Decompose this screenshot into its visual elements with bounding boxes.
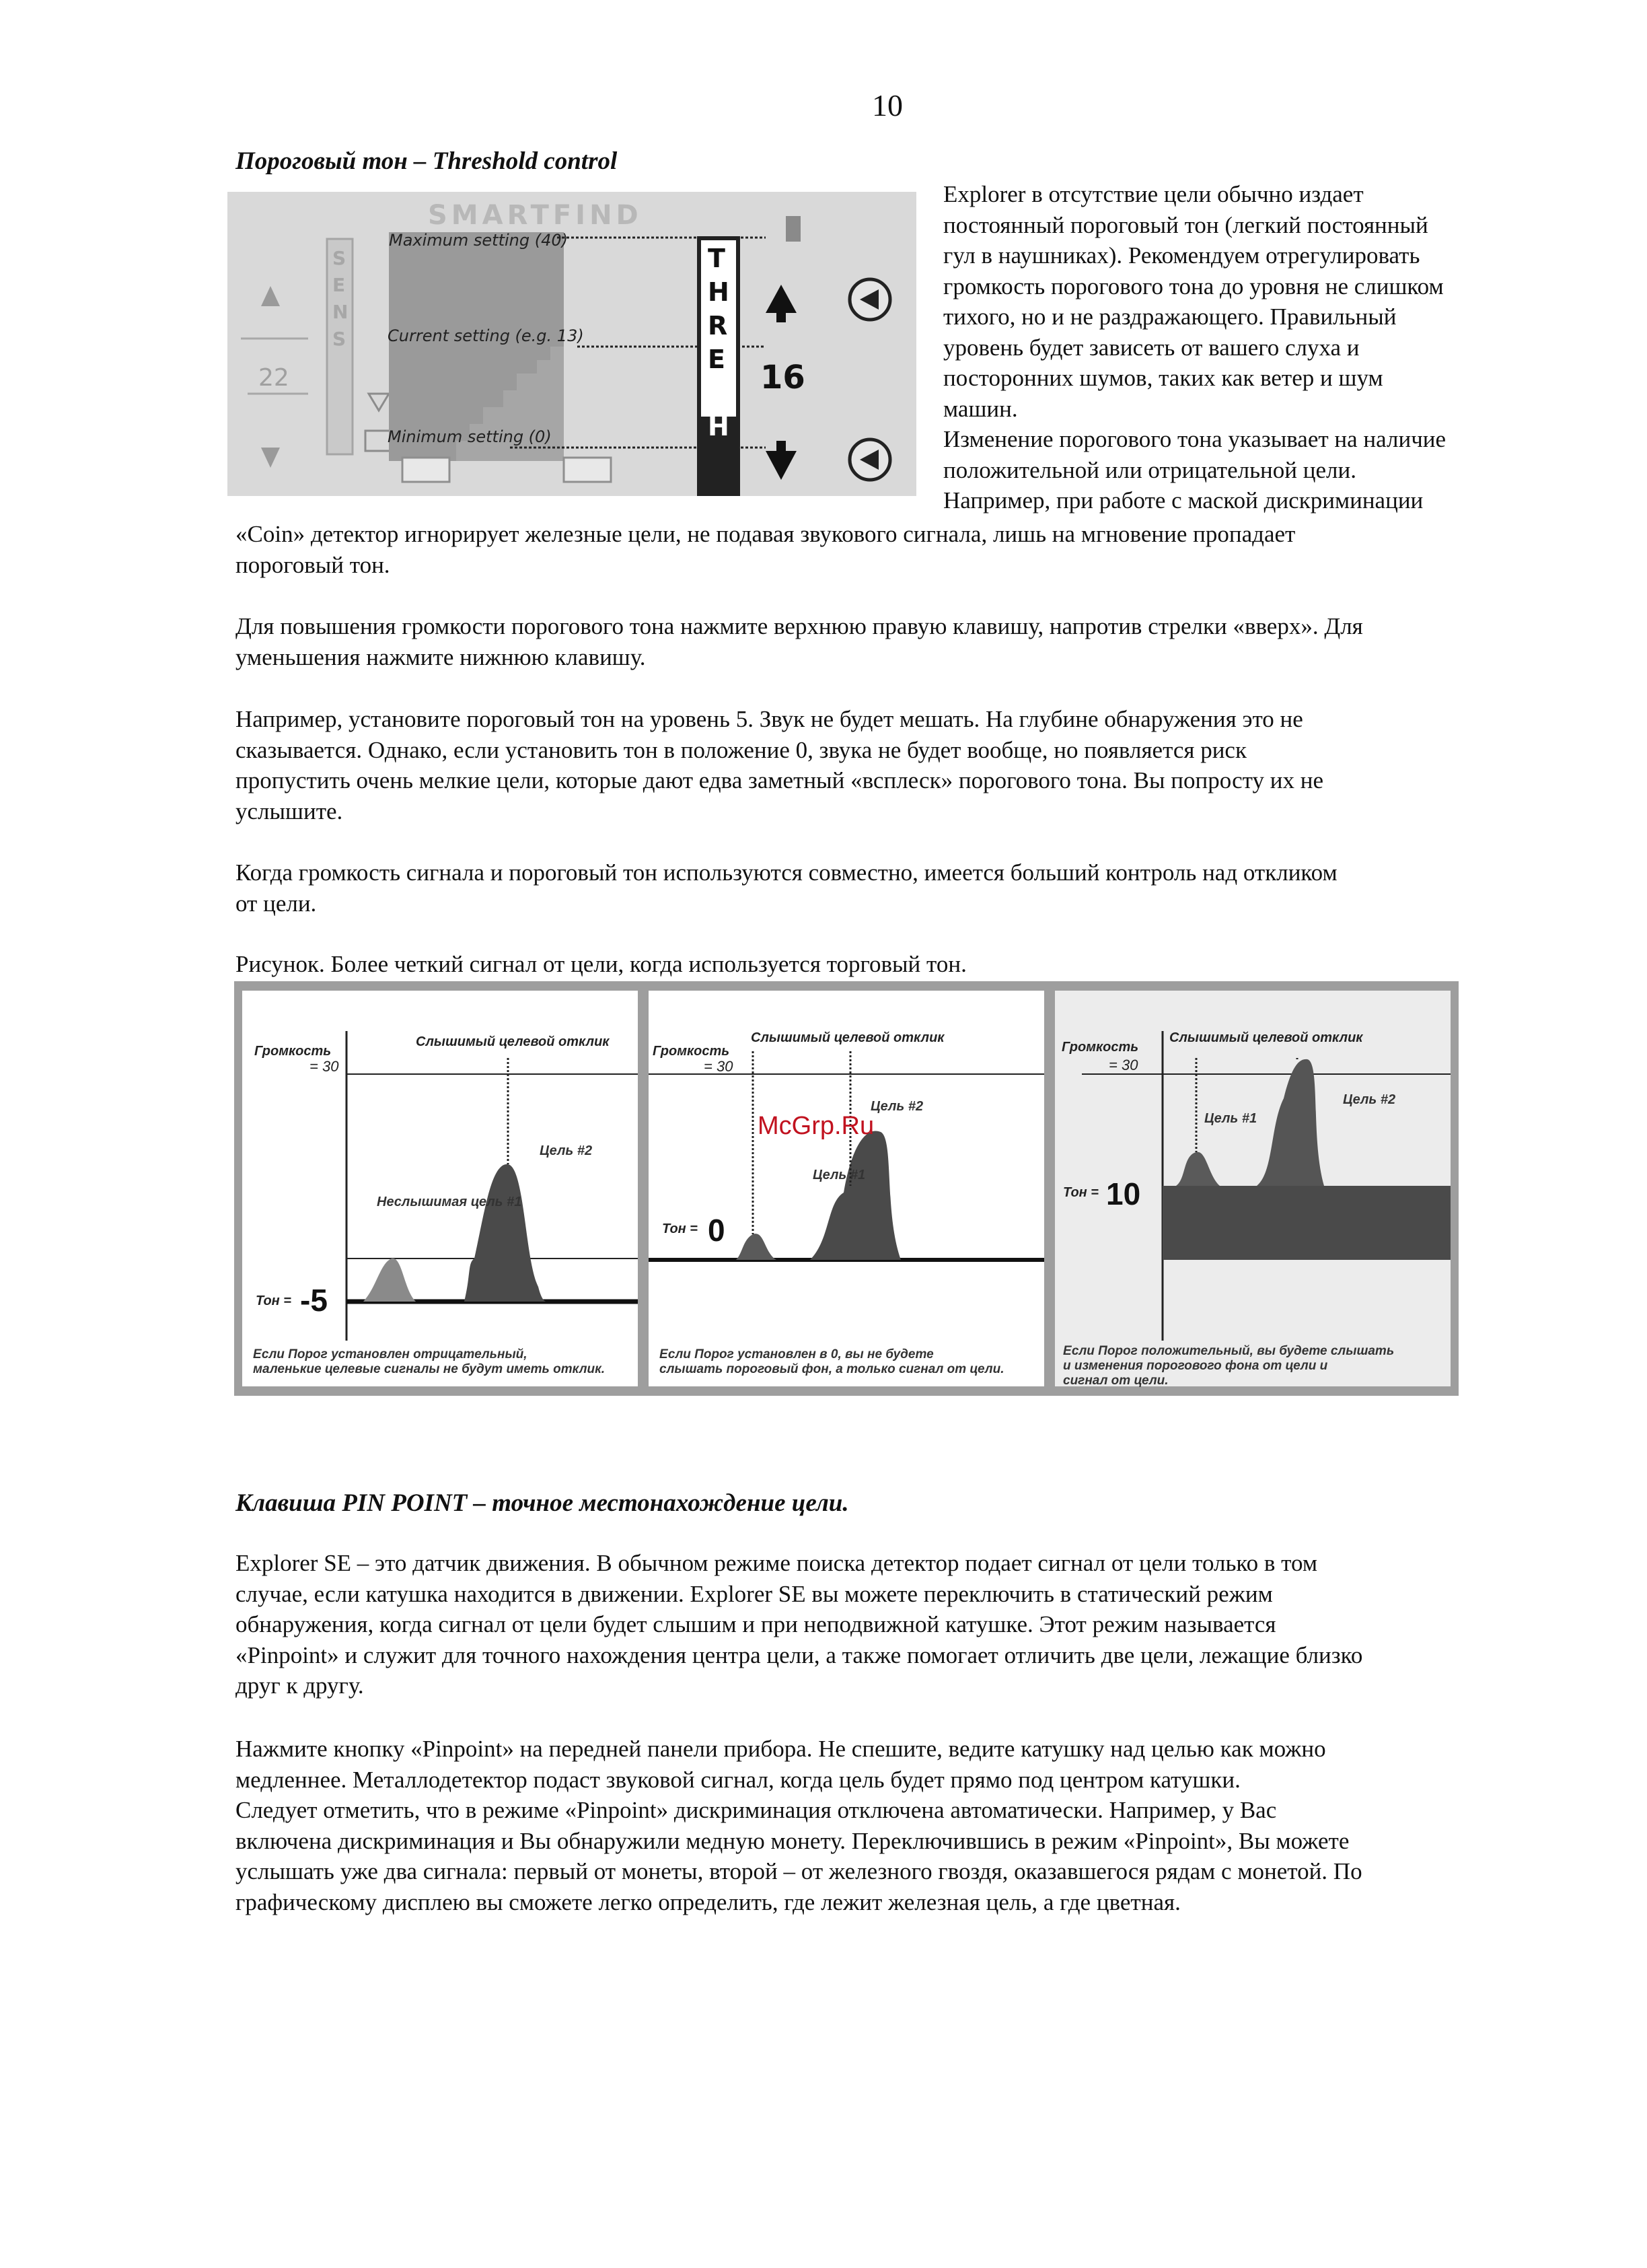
- small-triangle-icon: [369, 394, 389, 411]
- volume-value: = 30: [704, 1058, 733, 1075]
- sens-down-arrow-icon: [261, 448, 280, 468]
- volume-label: Громкость: [1062, 1040, 1139, 1055]
- min-setting-label: Minimum setting (0): [388, 427, 552, 446]
- threshold-background-area: [1163, 1186, 1451, 1260]
- target1-peak: [363, 1259, 416, 1302]
- tone-label: Тон =: [256, 1294, 291, 1308]
- volume-value: = 30: [309, 1058, 339, 1075]
- threshold-figure: [234, 981, 1459, 1396]
- target2-label: Цель #2: [540, 1143, 593, 1158]
- sens-letter: S: [332, 328, 346, 350]
- target2-peak: [464, 1164, 546, 1302]
- section-heading-threshold: Пороговый тон – Threshold control: [235, 147, 618, 175]
- volume-label: Громкость: [653, 1044, 730, 1059]
- tone-value: 0: [708, 1213, 725, 1248]
- tone-label: Тон =: [1063, 1185, 1099, 1200]
- watermark: McGrp.Ru: [758, 1112, 875, 1140]
- sens-letter: E: [332, 274, 346, 296]
- target1-label: Цель #1: [813, 1168, 866, 1182]
- heard-label: Слышимый целевой отклик: [751, 1030, 945, 1045]
- figure-caption: Рисунок. Более четкий сигнал от цели, когда используется торговый тон.: [235, 951, 967, 977]
- battery-icon: [786, 216, 801, 242]
- figure-panel-positive: [1055, 991, 1451, 1386]
- thresh-letter: E: [708, 345, 725, 374]
- target2-label: Цель #2: [871, 1099, 924, 1114]
- pinpoint-paragraph-2: Нажмите кнопку «Pinpoint» на передней панели прибора. Не спешите, ведите катушку над целью как можно медленнее. Металлодетектор подаст звуковой сигнал, когда цель будет прямо под центром катушки. Следует отметить, что в режиме «Pinpoint» дискриминация отключена автоматически. Например, у Вас включена дискриминация и Вы обнаружили медную монету. Переключившись в режим «Pinpoint», Вы можете услышать уже два сигнала: первый от монеты, второй – от железного гвоздя, оказавшегося рядам с монетой. По графическому дисплею вы сможете легко определить, где лежит железная цель, а где цветная.: [235, 1736, 1362, 1915]
- paragraph-example: Например, установите пороговый тон на уровень 5. Звук не будет мешать. На глубине обнаружения это не сказывается. Однако, если установить тон в положение 0, звука не будет вообще, но появляется риск пропустить очень мелкие цели, которые дают едва заметный «всплеск» порогового тона. Вы попросту их не услышите.: [235, 706, 1323, 824]
- page-number: 10: [872, 88, 903, 122]
- target1-label: Неслышимая цель #1: [377, 1195, 522, 1209]
- thresh-up-arrow-icon: [766, 285, 797, 313]
- threshold-display-illustration: [227, 192, 916, 496]
- sens-value: 22: [258, 364, 289, 392]
- thresh-letter: R: [708, 311, 728, 341]
- panel-note: Если Порог положительный, вы будете слышать и изменения порогового фона от цели и сигнал от цели.: [1063, 1344, 1395, 1388]
- brand-label: SMARTFIND: [428, 200, 643, 231]
- target2-label: Цель #2: [1343, 1092, 1396, 1107]
- current-setting-label: Current setting (e.g. 13): [388, 326, 584, 345]
- sens-letter: S: [332, 247, 346, 269]
- pinpoint-paragraph-1: Explorer SE – это датчик движения. В обычном режиме поиска детектор подает сигнал от цели только в том случае, если катушка находится в движении. Explorer SE вы можете переключить в статический режим обнаружения, когда сигнал от цели будет слышим и при неподвижной катушке. Этот режим называется «Pinpoint» и служит для точного нахождения центра цели, а также помогает отличить две цели, лежащие близко друг к другу.: [235, 1550, 1363, 1699]
- volume-value: = 30: [1109, 1057, 1138, 1073]
- max-setting-label: Maximum setting (40): [389, 231, 568, 250]
- sens-letter: N: [332, 301, 349, 323]
- tone-label: Тон =: [662, 1221, 698, 1236]
- figure-panel-negative: [242, 991, 638, 1386]
- panel-note: Если Порог установлен отрицательный, маленькие целевые сигналы не будут иметь отклик.: [253, 1347, 606, 1376]
- target1-peak: [736, 1234, 776, 1260]
- thresh-value: 16: [760, 359, 805, 396]
- thresh-letter: H: [708, 412, 729, 441]
- panel-note: Если Порог установлен в 0, вы не будете слышать пороговый фон, а только сигнал от цели.: [659, 1347, 1004, 1376]
- threshold-display-panel: [227, 192, 916, 496]
- sens-up-arrow-icon: [261, 286, 280, 306]
- target1-label: Цель #1: [1204, 1111, 1257, 1126]
- heard-label: Слышимый целевой отклик: [1169, 1030, 1363, 1045]
- threshold-continuation-text: «Coin» детектор игнорирует железные цели, не подавая звукового сигнала, лишь на мгновение пропадает пороговый тон.: [235, 521, 1296, 578]
- volume-label: Громкость: [254, 1044, 332, 1059]
- threshold-intro-text: Explorer в отсутствие цели обычно издает постоянный пороговый тон (легкий постоянный гул в наушниках). Рекомендуем отрегулировать громкость порогового тона до уровня не слишком тихого, но и не раздражающего. Правильный уровень будет зависеть от вашего слуха и посторонних шумов, таких как ветер и шум машин. Изменение порогового тона указывает на наличие положительной или отрицательной цели. Например, при работе с маской дискриминации: [943, 181, 1447, 513]
- target1-peak: [1176, 1152, 1220, 1186]
- target2-peak: [1257, 1059, 1324, 1186]
- tone-value: 10: [1106, 1176, 1141, 1211]
- figure-panel-zero: [649, 991, 1044, 1386]
- thresh-letter: S: [708, 378, 727, 408]
- heard-label: Слышимый целевой отклик: [416, 1034, 610, 1049]
- thresh-letter: H: [708, 277, 729, 307]
- paragraph-control: Когда громкость сигнала и пороговый тон используются совместно, имеется больший контроль над откликом от цели.: [235, 859, 1338, 917]
- target2-peak: [810, 1131, 901, 1260]
- tone-value: -5: [300, 1283, 328, 1318]
- section-heading-pinpoint: Клавиша PIN POINT – точное местонахождение цели.: [235, 1489, 849, 1517]
- paragraph-volume: Для повышения громкости порогового тона нажмите верхнюю правую клавишу, напротив стрелки «вверх». Для уменьшения нажмите нижнюю клавишу.: [235, 613, 1363, 670]
- thresh-down-arrow-icon: [766, 451, 797, 480]
- thresh-letter: T: [708, 244, 725, 273]
